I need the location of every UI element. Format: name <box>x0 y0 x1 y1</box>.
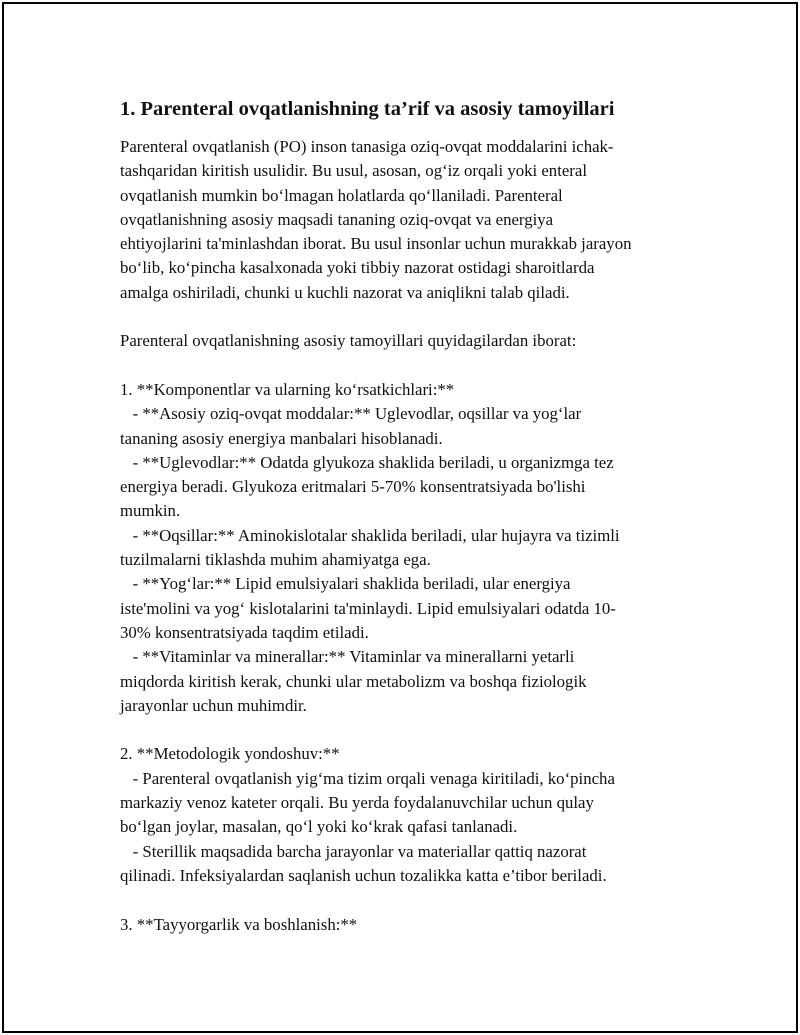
spacer <box>120 888 680 912</box>
text-line: Parenteral ovqatlanish (PO) inson tanasiga oziq-ovqat moddalarini ichak- <box>120 137 614 156</box>
text-line: 30% konsentratsiyada taqdim etiladi. <box>120 622 369 642</box>
text-line: 1. **Komponentlar va ularning ko‘rsatkichlari:** <box>120 379 455 399</box>
text-line: bo‘lgan joylar, masalan, qo‘l yoki ko‘krak qafasi tanlanadi. <box>120 817 518 837</box>
text-line: amalga oshiriladi, chunki u kuchli nazorat va aniqlikni talab qiladi. <box>120 282 570 302</box>
text-line: tashqaridan kiritish usulidir. Bu usul, asosan, og‘iz orqali yoki enteral <box>120 161 587 181</box>
text-line: bo‘lib, ko‘pincha kasalxonada yoki tibbiy nazorat ostidagi sharoitlarda <box>120 258 595 278</box>
text-line: - **Vitaminlar va minerallar:** Vitaminlar va minerallarni yetarli <box>120 647 575 667</box>
text-line: tuzilmalarni tiklashda muhim ahamiyatga ega. <box>120 550 431 570</box>
text-line: ovqatlanish mumkin bo‘lmagan holatlarda qo‘llaniladi. Parenteral <box>120 185 563 205</box>
section-heading: 1. Parenteral ovqatlanishning ta’rif va asosiy tamoyillari <box>120 98 615 120</box>
text-line: tananing asosiy energiya manbalari hisoblanadi. <box>120 428 443 448</box>
section-1-components <box>120 378 680 718</box>
text-line: - **Asosiy oziq-ovqat moddalar:** Uglevodlar, oqsillar va yog‘lar <box>120 404 582 424</box>
principles-intro-paragraph <box>120 329 680 353</box>
text-line: 3. **Tayyorgarlik va boshlanish:** <box>120 914 358 934</box>
section-2-methodology <box>120 742 680 888</box>
text-line: - Sterillik maqsadida barcha jarayonlar va materiallar qattiq nazorat <box>120 841 587 861</box>
text-line: - **Yog‘lar:** Lipid emulsiyalari shaklida beriladi, ular energiya <box>120 574 571 594</box>
text-line: mumkin. <box>120 501 181 521</box>
document-body <box>120 95 680 937</box>
text-line: Parenteral ovqatlanishning asosiy tamoyillari quyidagilardan iborat: <box>120 331 577 351</box>
text-line: miqdorda kiritish kerak, chunki ular metabolizm va boshqa fiziologik <box>120 671 587 691</box>
intro-paragraph <box>120 135 680 305</box>
text-line: jarayonlar uchun muhimdir. <box>120 695 307 715</box>
spacer <box>120 305 680 329</box>
text-line: - **Uglevodlar:** Odatda glyukoza shaklida beriladi, u organizmga tez <box>120 452 614 472</box>
text-line: - **Oqsillar:** Aminokislotalar shaklida beriladi, ular hujayra va tizimli <box>120 525 620 545</box>
text-line: markaziy venoz kateter orqali. Bu yerda foydalanuvchilar uchun qulay <box>120 793 594 813</box>
text-line: qilinadi. Infeksiyalardan saqlanish uchun tozalikka katta e’tibor beriladi. <box>120 865 607 885</box>
spacer <box>120 354 680 378</box>
text-line: ehtiyojlarini ta'minlashdan iborat. Bu usul insonlar uchun murakkab jarayon <box>120 234 632 254</box>
text-line: - Parenteral ovqatlanish yig‘ma tizim orqali venaga kiritiladi, ko‘pincha <box>120 768 615 788</box>
spacer <box>120 718 680 742</box>
section-3-preparation <box>120 913 680 937</box>
text-line: 2. **Metodologik yondoshuv:** <box>120 744 340 764</box>
text-line: ovqatlanishning asosiy maqsadi tananing oziq-ovqat va energiya <box>120 209 554 229</box>
page-frame <box>2 2 798 1033</box>
text-line: energiya beradi. Glyukoza eritmalari 5-70% konsentratsiyada bo'lishi <box>120 477 586 497</box>
text-line: iste'molini va yog‘ kislotalarini ta'minlaydi. Lipid emulsiyalari odatda 10- <box>120 598 616 618</box>
